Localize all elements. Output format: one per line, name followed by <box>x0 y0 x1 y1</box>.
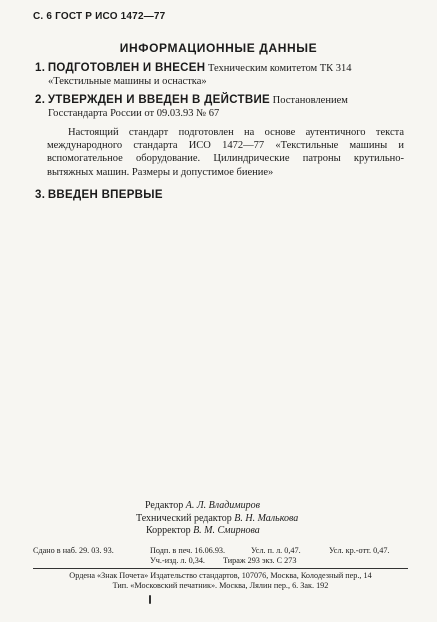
item-text: Постановлением <box>272 95 348 106</box>
print-mark <box>149 595 151 604</box>
editor-role: Редактор <box>145 500 184 511</box>
item-continuation: «Текстильные машины и оснастка» <box>48 76 207 87</box>
publisher-line-1: Ордена «Знак Почета» Издательство стандартов, 107076, Москва, Колодезный пер., 14 <box>69 571 372 580</box>
sent-to-set: Сдано в наб. 29. 03. 93. <box>33 546 114 555</box>
item-number: 3. <box>35 189 46 201</box>
item-heading: УТВЕРЖДЕН И ВВЕДЕН В ДЕЙСТВИЕ <box>47 94 270 106</box>
item-number: 2. <box>35 94 46 106</box>
item-continuation: Госстандарта России от 09.03.93 № 67 <box>48 108 220 119</box>
info-item-3 <box>35 189 405 202</box>
item-text: Техническим комитетом ТК 314 <box>207 63 352 74</box>
standard-basis-paragraph: Настоящий стандарт подготовлен на основе аутентичного текста международного стандарта ИСО 1472—77 «Текстильные машины и вспомогательное оборудование. Цилиндрические патроны крутильно-вытяжных машин. Размеры и допустимое биение» <box>47 127 404 178</box>
item-heading: ВВЕДЕН ВПЕРВЫЕ <box>47 189 163 201</box>
publisher-sheets: Уч.-изд. л. 0,34. <box>150 556 205 565</box>
corrector-line <box>136 525 298 538</box>
corrector-role: Корректор <box>146 525 191 536</box>
info-title: ИНФОРМАЦИОННЫЕ ДАННЫЕ <box>119 41 318 55</box>
item-number: 1. <box>35 62 46 74</box>
corrector-name: В. М. Смирнова <box>193 525 260 536</box>
editor-name: А. Л. Владимиров <box>185 500 260 511</box>
publisher-block <box>33 571 408 591</box>
imprint-row-2 <box>33 556 408 566</box>
tech-editor-role: Технический редактор <box>136 512 232 524</box>
signed-to-print: Подп. в печ. 16.06.93. <box>150 546 226 555</box>
divider-rule <box>33 568 408 569</box>
editors-block <box>136 500 298 538</box>
info-item-2 <box>35 94 405 120</box>
editor-line <box>136 500 298 513</box>
info-item-1 <box>35 62 405 88</box>
tech-editor-line <box>136 513 298 526</box>
color-prints: Усл. кр.-отт. 0,47. <box>329 546 390 555</box>
print-sheets: Усл. п. л. 0,47. <box>251 546 301 555</box>
print-run: Тираж 293 экз. С 273 <box>223 556 297 565</box>
imprint-block <box>33 546 408 566</box>
item-heading: ПОДГОТОВЛЕН И ВНЕСЕН <box>47 62 206 74</box>
running-head: С. 6 ГОСТ Р ИСО 1472—77 <box>33 11 166 22</box>
tech-editor-name: В. Н. Малькова <box>234 512 299 524</box>
publisher-line-2: Тип. «Московский печатник». Москва, Лялин пер., 6. Зак. 192 <box>112 580 329 590</box>
imprint-row-1 <box>33 546 408 556</box>
